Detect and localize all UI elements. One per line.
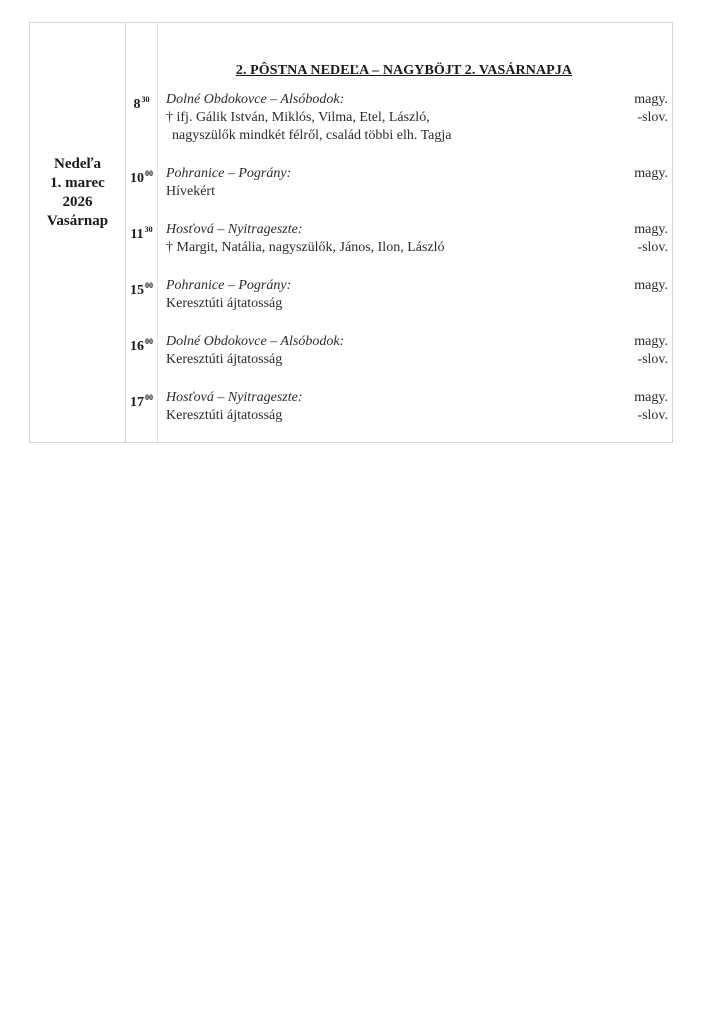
service-hour: 15 bbox=[130, 283, 144, 298]
service-hour: 17 bbox=[130, 395, 144, 410]
service-language bbox=[634, 221, 668, 257]
column-divider bbox=[157, 23, 158, 442]
service-intention: † ifj. Gálik István, Miklós, Vilma, Etel, László, bbox=[166, 110, 430, 125]
service-intention-continued: nagyszülők mindkét félről, család többi elh. Tagja bbox=[172, 128, 452, 143]
service-minutes: 00 bbox=[145, 393, 153, 402]
service-entry bbox=[166, 221, 606, 257]
service-intention: † Margit, Natália, nagyszülők, János, Ilon, László bbox=[166, 240, 445, 255]
service-entry bbox=[166, 91, 606, 145]
language-primary: magy. bbox=[634, 334, 668, 349]
schedule-table bbox=[29, 22, 673, 443]
service-minutes: 30 bbox=[141, 95, 150, 104]
service-language bbox=[634, 389, 668, 425]
service-place: Dolné Obdokovce – Alsóbodok: bbox=[166, 92, 345, 107]
language-secondary: -slov. bbox=[637, 240, 668, 255]
day-name-sk: Nedeľa bbox=[53, 156, 102, 172]
service-entry bbox=[166, 389, 606, 425]
service-language bbox=[634, 91, 668, 127]
service-hour: 8 bbox=[133, 97, 141, 112]
service-minutes: 00 bbox=[145, 169, 153, 178]
service-time bbox=[126, 389, 157, 412]
language-primary: magy. bbox=[634, 92, 668, 107]
language-secondary: -slov. bbox=[637, 352, 668, 367]
service-hour: 11 bbox=[130, 227, 144, 242]
service-intention: Keresztúti ájtatosság bbox=[166, 352, 283, 367]
service-language bbox=[634, 277, 668, 295]
service-hour: 10 bbox=[130, 171, 144, 186]
service-minutes: 00 bbox=[145, 337, 153, 346]
service-entry bbox=[166, 333, 606, 369]
service-intention: Hívekért bbox=[166, 184, 215, 199]
service-time bbox=[126, 221, 157, 244]
service-language bbox=[634, 333, 668, 369]
date-text: 1. marec bbox=[50, 175, 105, 191]
service-hour: 16 bbox=[130, 339, 144, 354]
service-minutes: 30 bbox=[144, 225, 153, 234]
service-entry bbox=[166, 277, 606, 313]
service-place: Pohranice – Pográny: bbox=[166, 278, 292, 293]
year-text: 2026 bbox=[62, 194, 93, 210]
language-primary: magy. bbox=[634, 390, 668, 405]
service-entry bbox=[166, 165, 606, 201]
service-minutes: 00 bbox=[145, 281, 153, 290]
service-place: Pohranice – Pográny: bbox=[166, 166, 292, 181]
language-secondary: -slov. bbox=[637, 110, 668, 125]
service-language bbox=[634, 165, 668, 183]
page-title: 2. PÔSTNA NEDEĽA – NAGYBÖJT 2. VASÁRNAPJA bbox=[235, 63, 573, 78]
service-time bbox=[126, 333, 157, 356]
service-place: Hosťová – Nyitrageszte: bbox=[166, 390, 303, 405]
day-name-hu: Vasárnap bbox=[46, 213, 109, 229]
language-primary: magy. bbox=[634, 222, 668, 237]
language-secondary: -slov. bbox=[637, 408, 668, 423]
service-time bbox=[126, 277, 157, 300]
service-place: Dolné Obdokovce – Alsóbodok: bbox=[166, 334, 345, 349]
service-intention: Keresztúti ájtatosság bbox=[166, 296, 283, 311]
language-primary: magy. bbox=[634, 166, 668, 181]
service-intention: Keresztúti ájtatosság bbox=[166, 408, 283, 423]
service-time bbox=[126, 91, 157, 114]
service-time bbox=[126, 165, 157, 188]
date-cell bbox=[30, 155, 125, 231]
service-place: Hosťová – Nyitrageszte: bbox=[166, 222, 303, 237]
language-primary: magy. bbox=[634, 278, 668, 293]
